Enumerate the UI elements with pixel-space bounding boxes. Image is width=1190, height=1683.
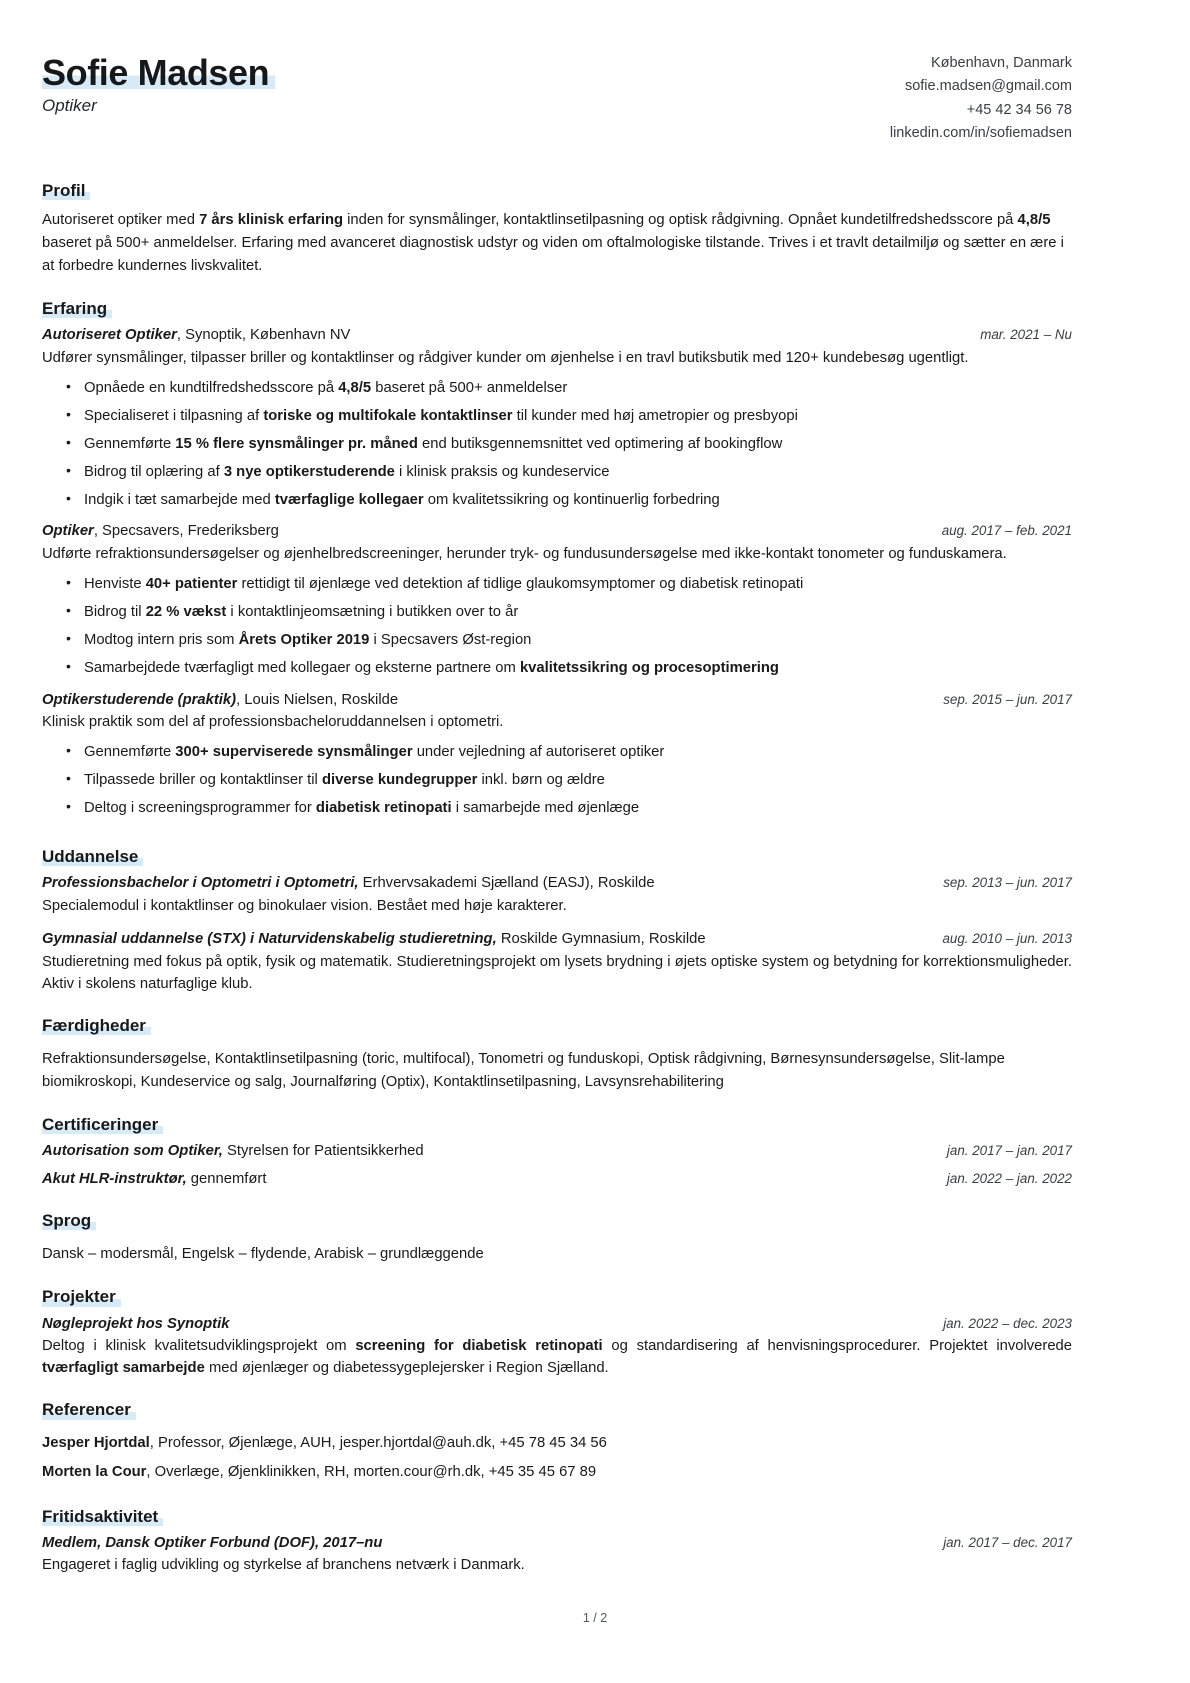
entry-role: Nøgleprojekt hos Synoptik <box>42 1315 230 1332</box>
activity-entry <box>42 1533 1072 1577</box>
entry-role: Autorisation som Optiker, <box>42 1143 223 1160</box>
bullet-pre: Gennemførte <box>84 435 176 452</box>
resume-header <box>42 48 1072 146</box>
list-item <box>64 433 1072 456</box>
section-fritidsaktivitet <box>42 1490 1072 1577</box>
project-bold-2: tværfagligt samarbejde <box>42 1360 205 1377</box>
reference-item <box>42 1432 1072 1456</box>
entry-date: jan. 2022 – jan. 2022 <box>946 1170 1072 1186</box>
section-title-fritidsaktivitet: Fritidsaktivitet <box>42 1506 163 1527</box>
bullet-pre: Deltog i screeningsprogrammer for <box>84 800 316 817</box>
entry-description: Udfører synsmålinger, tilpasser briller og kontaktlinser og rådgiver kunder om øjenhelse i en travl butiksbutik med 120+ kundebesøg ugentligt. <box>42 349 969 366</box>
section-title-sprog: Sprog <box>42 1210 96 1231</box>
contact-block <box>890 48 1072 146</box>
bullet-post: rettidigt til øjenlæge ved detektion af tidlige glaukomsymptomer og diabetisk retinopati <box>237 576 804 593</box>
entry-date: jan. 2022 – dec. 2023 <box>943 1315 1072 1331</box>
entry-role: Professionsbachelor i Optometri i Optometri, <box>42 875 359 892</box>
bullet-bold: 4,8/5 <box>338 379 372 396</box>
list-item <box>64 405 1072 428</box>
entry-date: mar. 2021 – Nu <box>980 327 1072 343</box>
reference-name: Morten la Cour <box>42 1463 147 1480</box>
entry-date: jan. 2017 – jan. 2017 <box>946 1143 1072 1159</box>
bullet-post: under vejledning af autoriseret optiker <box>412 744 665 761</box>
bullet-post: i kontaktlinjeomsætning i butikken over to år <box>226 604 519 621</box>
bullet-bold: toriske og multifokale kontaktlinser <box>263 407 513 424</box>
entry-description: Udførte refraktionsundersøgelser og øjenhelbredscreeninger, herunder tryk- og fundusundersøgelse med ikke-kontakt tonometer og funduskamera. <box>42 545 1007 562</box>
profil-text-2: inden for synsmålinger, kontaktlinsetilpasning og optisk rådgivning. Opnået kundetilfredshedsscore på <box>343 212 1018 229</box>
entry-heading <box>42 690 398 711</box>
entry-head <box>42 325 1072 346</box>
entry-date: sep. 2015 – jun. 2017 <box>943 691 1072 707</box>
experience-entry <box>42 521 1072 679</box>
profil-bold-1: 7 års klinisk erfaring <box>199 212 344 229</box>
bullet-pre: Opnåede en kundtilfredshedsscore på <box>84 379 339 396</box>
section-projekter <box>42 1270 1072 1379</box>
entry-head <box>42 929 1072 950</box>
entry-where: gennemført <box>186 1170 267 1187</box>
entry-date: aug. 2010 – jun. 2013 <box>942 931 1072 947</box>
profil-text-1: Autoriseret optiker med <box>42 212 200 229</box>
entry-heading <box>42 1169 266 1190</box>
list-item <box>64 629 1072 652</box>
section-erfaring <box>42 282 1072 820</box>
project-mid: og standardisering af henvisningsprocedurer. Projektet involverede <box>602 1338 1073 1355</box>
experience-entry <box>42 690 1072 820</box>
project-bold-1: screening for diabetisk retinopati <box>355 1338 603 1355</box>
entry-heading <box>42 521 279 542</box>
bullet-pre: Gennemførte <box>84 744 176 761</box>
page-footer <box>0 1611 1190 1625</box>
bullet-post: til kunder med høj ametropier og presbyopi <box>512 407 798 424</box>
bullet-pre: Modtog intern pris som <box>84 631 239 648</box>
section-certificeringer <box>42 1098 1072 1190</box>
entry-head <box>42 873 1072 894</box>
entry-date: sep. 2013 – jun. 2017 <box>943 875 1072 891</box>
entry-heading <box>42 1533 382 1554</box>
bullet-bold: tværfaglige kollegaer <box>274 491 424 508</box>
bullet-post: i samarbejde med øjenlæge <box>451 800 640 817</box>
bullet-post: om kvalitetssikring og kontinuerlig forbedring <box>423 491 720 508</box>
section-referencer <box>42 1383 1072 1484</box>
list-item <box>64 657 1072 680</box>
section-title-projekter: Projekter <box>42 1286 121 1307</box>
experience-entry <box>42 325 1072 511</box>
entry-head <box>42 1169 1072 1190</box>
bullet-post: inkl. børn og ældre <box>477 772 605 789</box>
entry-description: Klinisk praktik som del af professionsbacheloruddannelsen i optometri. <box>42 714 504 731</box>
skills-text: Refraktionsundersøgelse, Kontaktlinsetilpasning (toric, multifocal), Tonometri og funduskopi, Optisk rådgivning, Børnesynsundersøgelse, Slit-lampe biomikroskopi, Kundeservice og salg, Journalføring (Optix), Kontaktlinsetilpasning, Lavsynsrehabilitering <box>42 1051 1005 1091</box>
bullet-pre: Specialiseret i tilpasning af <box>84 407 264 424</box>
bullet-bold: diverse kundegrupper <box>321 772 478 789</box>
languages-text: Dansk – modersmål, Engelsk – flydende, Arabisk – grundlæggende <box>42 1246 484 1263</box>
reference-detail: , Overlæge, Øjenklinikken, RH, morten.cour@rh.dk, +45 35 45 67 89 <box>146 1463 597 1480</box>
entry-date: jan. 2017 – dec. 2017 <box>943 1534 1072 1550</box>
section-title-uddannelse: Uddannelse <box>42 846 143 867</box>
entry-role: Akut HLR-instruktør, <box>42 1170 187 1187</box>
bullet-pre: Henviste <box>84 576 146 593</box>
list-item <box>64 377 1072 400</box>
project-pre: Deltog i klinisk kvalitetsudviklingsprojekt om <box>42 1338 356 1355</box>
entry-heading <box>42 873 655 894</box>
bullet-pre: Samarbejdede tværfagligt med kollegaer og eksterne partnere om <box>84 659 520 676</box>
entry-bullet-list <box>42 741 1072 820</box>
list-item <box>64 797 1072 820</box>
section-title-profil: Profil <box>42 180 90 201</box>
identity-block <box>42 48 275 116</box>
entry-head <box>42 1314 1072 1335</box>
entry-description <box>42 1335 1072 1379</box>
bullet-pre: Bidrog til <box>84 604 146 621</box>
entry-where: Erhvervsakademi Sjælland (EASJ), Roskilde <box>358 875 655 892</box>
profil-text <box>42 209 1072 278</box>
entry-head <box>42 521 1072 542</box>
reference-name: Jesper Hjortdal <box>42 1434 150 1451</box>
section-profil <box>42 164 1072 278</box>
bullet-bold: diabetisk retinopati <box>315 800 452 817</box>
bullet-pre: Tilpassede briller og kontaktlinser til <box>84 772 322 789</box>
entry-bullet-list <box>42 377 1072 512</box>
entry-role: Autoriseret Optiker <box>42 327 177 344</box>
bullet-bold: Årets Optiker 2019 <box>238 631 370 648</box>
entry-role: Optikerstuderende (praktik) <box>42 691 237 708</box>
project-post: med øjenlæger og diabetessygeplejersker i Region Sjælland. <box>204 1360 609 1377</box>
bullet-post: i Specsavers Øst-region <box>369 631 532 648</box>
section-title-erfaring: Erfaring <box>42 298 112 319</box>
bullet-post: i klinisk praksis og kundeservice <box>394 463 610 480</box>
list-item <box>64 489 1072 512</box>
bullet-bold: 3 nye optikerstuderende <box>223 463 395 480</box>
page-title: Sofie Madsen <box>42 54 275 92</box>
section-faerdigheder <box>42 999 1072 1094</box>
entry-head <box>42 690 1072 711</box>
entry-description: Studieretning med fokus på optik, fysik og matematik. Studieretningsprojekt om lysets brydning i øjets optiske system og betydning for korrektionsmuligheder. Aktiv i skolens naturfaglige klub. <box>42 953 1072 992</box>
bullet-bold: 22 % vækst <box>145 604 227 621</box>
project-entry <box>42 1314 1072 1380</box>
entry-role: Optiker <box>42 523 94 540</box>
contact-linkedin[interactable]: linkedin.com/in/sofiemadsen <box>889 125 1072 142</box>
entry-description: Engageret i faglig udvikling og styrkelse af branchens netværk i Danmark. <box>42 1557 525 1574</box>
education-entry <box>42 873 1072 917</box>
certification-entry <box>42 1169 1072 1190</box>
entry-bullet-list <box>42 573 1072 680</box>
list-item <box>64 461 1072 484</box>
entry-date: aug. 2017 – feb. 2021 <box>941 523 1072 539</box>
contact-location: København, Danmark <box>930 55 1072 71</box>
entry-where: , Synoptik, København NV <box>176 327 351 344</box>
section-sprog <box>42 1194 1072 1266</box>
section-title-referencer: Referencer <box>42 1399 136 1420</box>
job-title: Optiker <box>42 95 97 115</box>
bullet-bold: 15 % flere synsmålinger pr. måned <box>175 435 418 452</box>
bullet-bold: 300+ superviserede synsmålinger <box>175 744 413 761</box>
entry-heading <box>42 1314 229 1335</box>
list-item <box>64 769 1072 792</box>
entry-heading <box>42 929 706 950</box>
bullet-pre: Bidrog til oplæring af <box>84 463 224 480</box>
bullet-post: end butiksgennemsnittet ved optimering af bookingflow <box>417 435 783 452</box>
contact-email[interactable]: sofie.madsen@gmail.com <box>904 78 1072 95</box>
section-title-faerdigheder: Færdigheder <box>42 1015 151 1036</box>
entry-heading <box>42 1141 424 1162</box>
entry-where: , Specsavers, Frederiksberg <box>93 523 279 540</box>
reference-item <box>42 1461 1072 1485</box>
contact-phone[interactable]: +45 42 34 56 78 <box>966 101 1072 118</box>
page-number: 1 / 2 <box>582 1611 608 1625</box>
section-uddannelse <box>42 830 1072 995</box>
entry-where: Roskilde Gymnasium, Roskilde <box>496 931 706 948</box>
reference-detail: , Professor, Øjenlæge, AUH, jesper.hjortdal@auh.dk, +45 78 45 34 56 <box>149 1434 607 1451</box>
entry-role: Gymnasial uddannelse (STX) i Naturvidenskabelig studieretning, <box>42 931 497 948</box>
entry-head <box>42 1533 1072 1554</box>
list-item <box>64 601 1072 624</box>
section-title-certificeringer: Certificeringer <box>42 1114 163 1135</box>
bullet-pre: Indgik i tæt samarbejde med <box>84 491 275 508</box>
entry-head <box>42 1141 1072 1162</box>
list-item <box>64 573 1072 596</box>
entry-where: , Louis Nielsen, Roskilde <box>236 691 399 708</box>
entry-heading <box>42 325 350 346</box>
entry-description: Specialemodul i kontaktlinser og binokulaer vision. Bestået med høje karakterer. <box>42 897 567 914</box>
profil-text-3: baseret på 500+ anmeldelser. Erfaring med avanceret diagnostisk udstyr og viden om oftalmologiske tilstande. Trives i et travlt detailmiljø og sætter en ære i at forbedre kundernes livskvalitet. <box>42 235 1064 275</box>
entry-where: Styrelsen for Patientsikkerhed <box>222 1143 424 1160</box>
certification-entry <box>42 1141 1072 1162</box>
profil-bold-2: 4,8/5 <box>1017 212 1051 229</box>
bullet-bold: 40+ patienter <box>145 576 238 593</box>
list-item <box>64 741 1072 764</box>
bullet-bold: kvalitetssikring og procesoptimering <box>519 659 779 676</box>
bullet-post: baseret på 500+ anmeldelser <box>371 379 568 396</box>
entry-role: Medlem, Dansk Optiker Forbund (DOF), 2017–nu <box>42 1534 383 1551</box>
education-entry <box>42 929 1072 995</box>
